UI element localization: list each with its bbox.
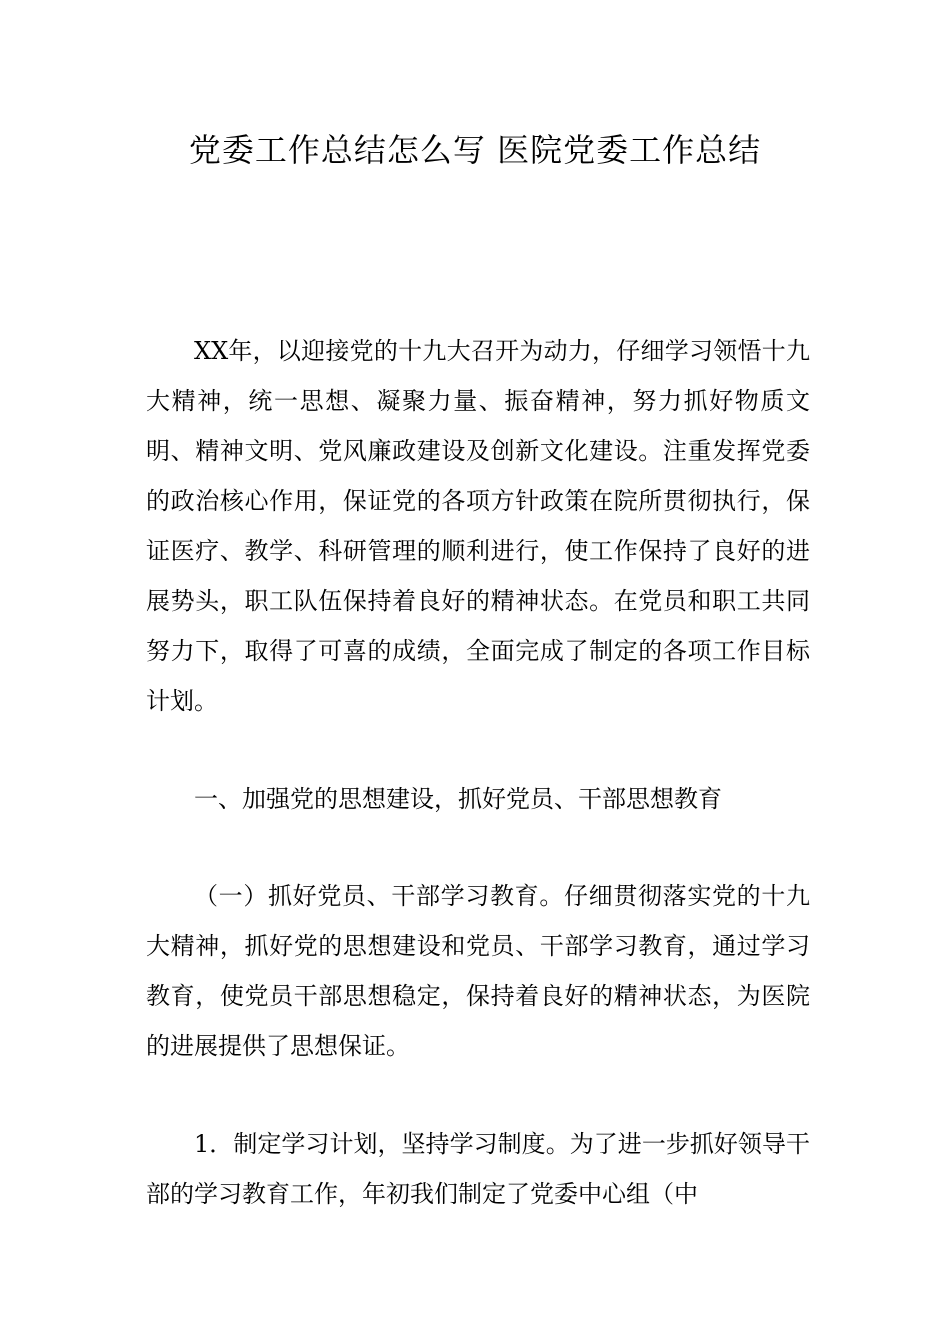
document-title: 党委工作总结怎么写 医院党委工作总结 (188, 131, 762, 169)
subsection-paragraph-1: （一）抓好党员、干部学习教育。仔细贯彻落实党的十九大精神，抓好党的思想建设和党员、干部学习教育，通过学习教育，使党员干部思想稳定，保持着良好的精神状态，为医院的进展提供了思想保证。 (146, 882, 810, 1060)
section-heading-1: 一、加强党的思想建设，抓好党员、干部思想教育 (194, 785, 722, 813)
intro-paragraph: XX年，以迎接党的十九大召开为动力，仔细学习领悟十九大精神，统一思想、凝聚力量、振奋精神，努力抓好物质文明、精神文明、党风廉政建设及创新文化建设。注重发挥党委的政治核心作用，保证党的各项方针政策在院所贯彻执行，保证医疗、教学、科研管理的顺利进行，使工作保持了良好的进展势头，职工队伍保持着良好的精神状态。在党员和职工共同努力下，取得了可喜的成绩，全面完成了制定的各项工作目标计划。 (146, 337, 810, 715)
item-paragraph-1: 1．制定学习计划，坚持学习制度。为了进一步抓好领导干部的学习教育工作，年初我们制定了党委中心组（中 (146, 1130, 810, 1208)
